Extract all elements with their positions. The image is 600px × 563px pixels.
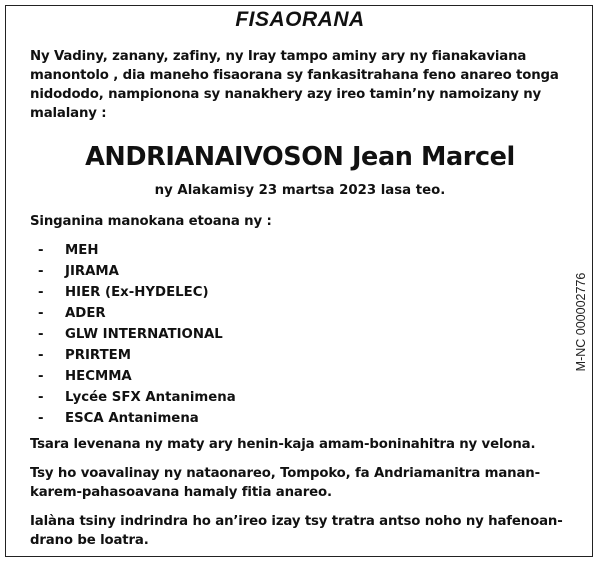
closing-line-1: Tsara levenana ny maty ary henin-kaja amam-boninahitra ny velona. xyxy=(30,437,536,452)
list-marker: - xyxy=(38,390,44,405)
list-item-label: MEH xyxy=(65,243,99,258)
thanks-list xyxy=(38,240,236,429)
list-item xyxy=(38,282,236,303)
list-item xyxy=(38,324,236,345)
closing-line-3b: drano be loatra. xyxy=(30,533,149,548)
notice-title: FISAORANA xyxy=(235,8,365,31)
list-item-label: HECMMA xyxy=(65,369,132,384)
list-marker: - xyxy=(38,285,44,300)
intro-line-4: malalany : xyxy=(30,106,107,121)
reference-code: M-NC 000002776 xyxy=(574,272,588,372)
death-note: ny Alakamisy 23 martsa 2023 lasa teo. xyxy=(154,183,446,198)
intro-line-3: nidododo, nampionona sy nanakhery azy ireo tamin’ny namoizany ny xyxy=(30,87,542,102)
list-item-label: Lycée SFX Antanimena xyxy=(65,390,236,405)
list-item xyxy=(38,303,236,324)
list-marker: - xyxy=(38,369,44,384)
list-item-label: PRIRTEM xyxy=(65,348,131,363)
list-item xyxy=(38,408,236,429)
intro-line-2: manontolo , dia maneho fisaorana sy fankasitrahana feno anareo tonga xyxy=(30,68,559,83)
list-item xyxy=(38,261,236,282)
list-marker: - xyxy=(38,348,44,363)
list-item xyxy=(38,240,236,261)
list-item-label: ADER xyxy=(65,306,106,321)
closing-line-2b: karem-pahasoavana hamaly fitia anareo. xyxy=(30,485,332,500)
list-item-label: HIER (Ex-HYDELEC) xyxy=(65,285,209,300)
list-marker: - xyxy=(38,264,44,279)
list-item xyxy=(38,345,236,366)
list-marker: - xyxy=(38,411,44,426)
list-marker: - xyxy=(38,306,44,321)
list-item xyxy=(38,387,236,408)
list-item-label: GLW INTERNATIONAL xyxy=(65,327,223,342)
list-item-label: ESCA Antanimena xyxy=(65,411,199,426)
intro-line-1: Ny Vadiny, zanany, zafiny, ny Iray tampo aminy ary ny fianakaviana xyxy=(30,49,527,64)
list-marker: - xyxy=(38,243,44,258)
list-marker: - xyxy=(38,327,44,342)
deceased-name: ANDRIANAIVOSON Jean Marcel xyxy=(85,142,515,172)
list-item-label: JIRAMA xyxy=(65,264,119,279)
closing-line-3a: Ialàna tsiny indrindra ho an’ireo izay tsy tratra antso noho ny hafenoan- xyxy=(30,514,563,529)
thanks-heading: Singanina manokana etoana ny : xyxy=(30,214,272,229)
list-item xyxy=(38,366,236,387)
closing-line-2a: Tsy ho voavalinay ny nataonareo, Tompoko, fa Andriamanitra manan- xyxy=(30,466,540,481)
